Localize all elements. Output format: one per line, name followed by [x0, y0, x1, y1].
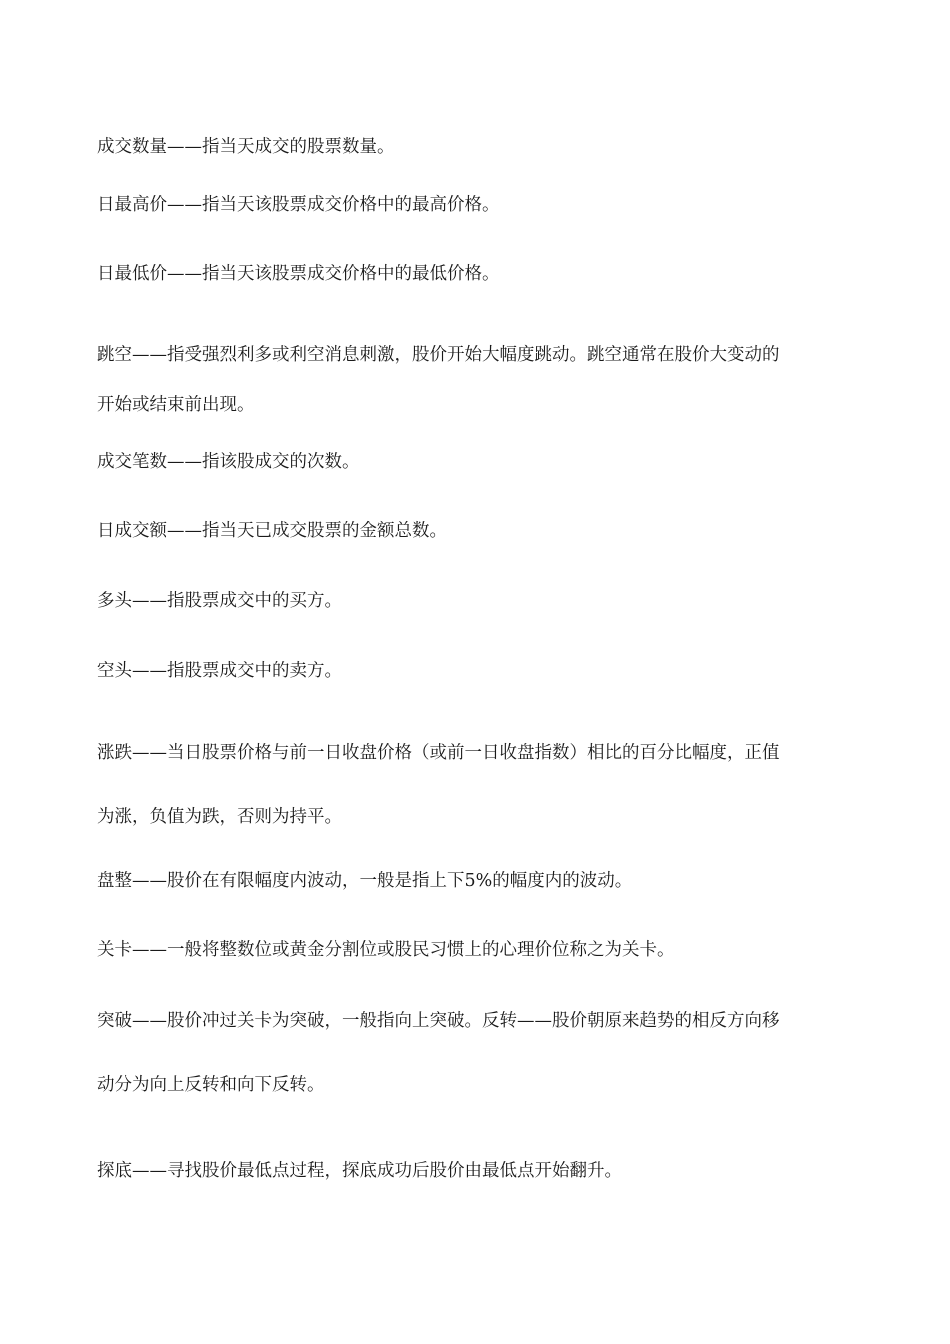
entry-text: 日最高价——指当天该股票成交价格中的最高价格。: [97, 195, 500, 215]
entry-text: 探底——寻找股价最低点过程，探底成功后股价由最低点开始翻升。: [97, 1161, 622, 1181]
entry-trade-count: [97, 437, 857, 487]
entry-text-line-1: 跳空——指受强烈利多或利空消息刺激，股价开始大幅度跳动。跳空通常在股价大变动的: [97, 345, 780, 365]
entry-text: 成交笔数——指该股成交的次数。: [97, 452, 360, 472]
entry-gap: [97, 330, 857, 430]
entry-short: [97, 646, 857, 696]
entry-text-line-1: 突破——股价冲过关卡为突破，一般指向上突破。反转——股价朝原来趋势的相反方向移: [97, 1011, 780, 1031]
entry-bottoming: [97, 1146, 857, 1196]
entry-text-line-2: 开始或结束前出现。: [97, 395, 255, 415]
entry-daily-high: [97, 180, 857, 230]
entry-text: 盘整——股价在有限幅度内波动，一般是指上下5%的幅度内的波动。: [97, 871, 633, 891]
entry-consolidation: [97, 856, 857, 906]
entry-text-line-1: 涨跌——当日股票价格与前一日收盘价格（或前一日收盘指数）相比的百分比幅度，正值: [97, 743, 780, 763]
entry-text: 关卡——一般将整数位或黄金分割位或股民习惯上的心理价位称之为关卡。: [97, 940, 675, 960]
entry-text-line-2: 动分为向上反转和向下反转。: [97, 1075, 325, 1095]
entry-text: 空头——指股票成交中的卖方。: [97, 661, 342, 681]
entry-long: [97, 576, 857, 626]
entry-text: 成交数量——指当天成交的股票数量。: [97, 137, 395, 157]
entry-daily-turnover: [97, 506, 857, 556]
entry-breakout-reversal: [97, 989, 857, 1117]
entry-text: 日成交额——指当天已成交股票的金额总数。: [97, 521, 447, 541]
entry-text-line-2: 为涨，负值为跌，否则为持平。: [97, 807, 342, 827]
entry-daily-low: [97, 249, 857, 299]
entry-change: [97, 721, 857, 849]
entry-trade-volume: [97, 122, 857, 172]
entry-text: 日最低价——指当天该股票成交价格中的最低价格。: [97, 264, 500, 284]
entry-resistance-level: [97, 925, 857, 975]
entry-text: 多头——指股票成交中的买方。: [97, 591, 342, 611]
